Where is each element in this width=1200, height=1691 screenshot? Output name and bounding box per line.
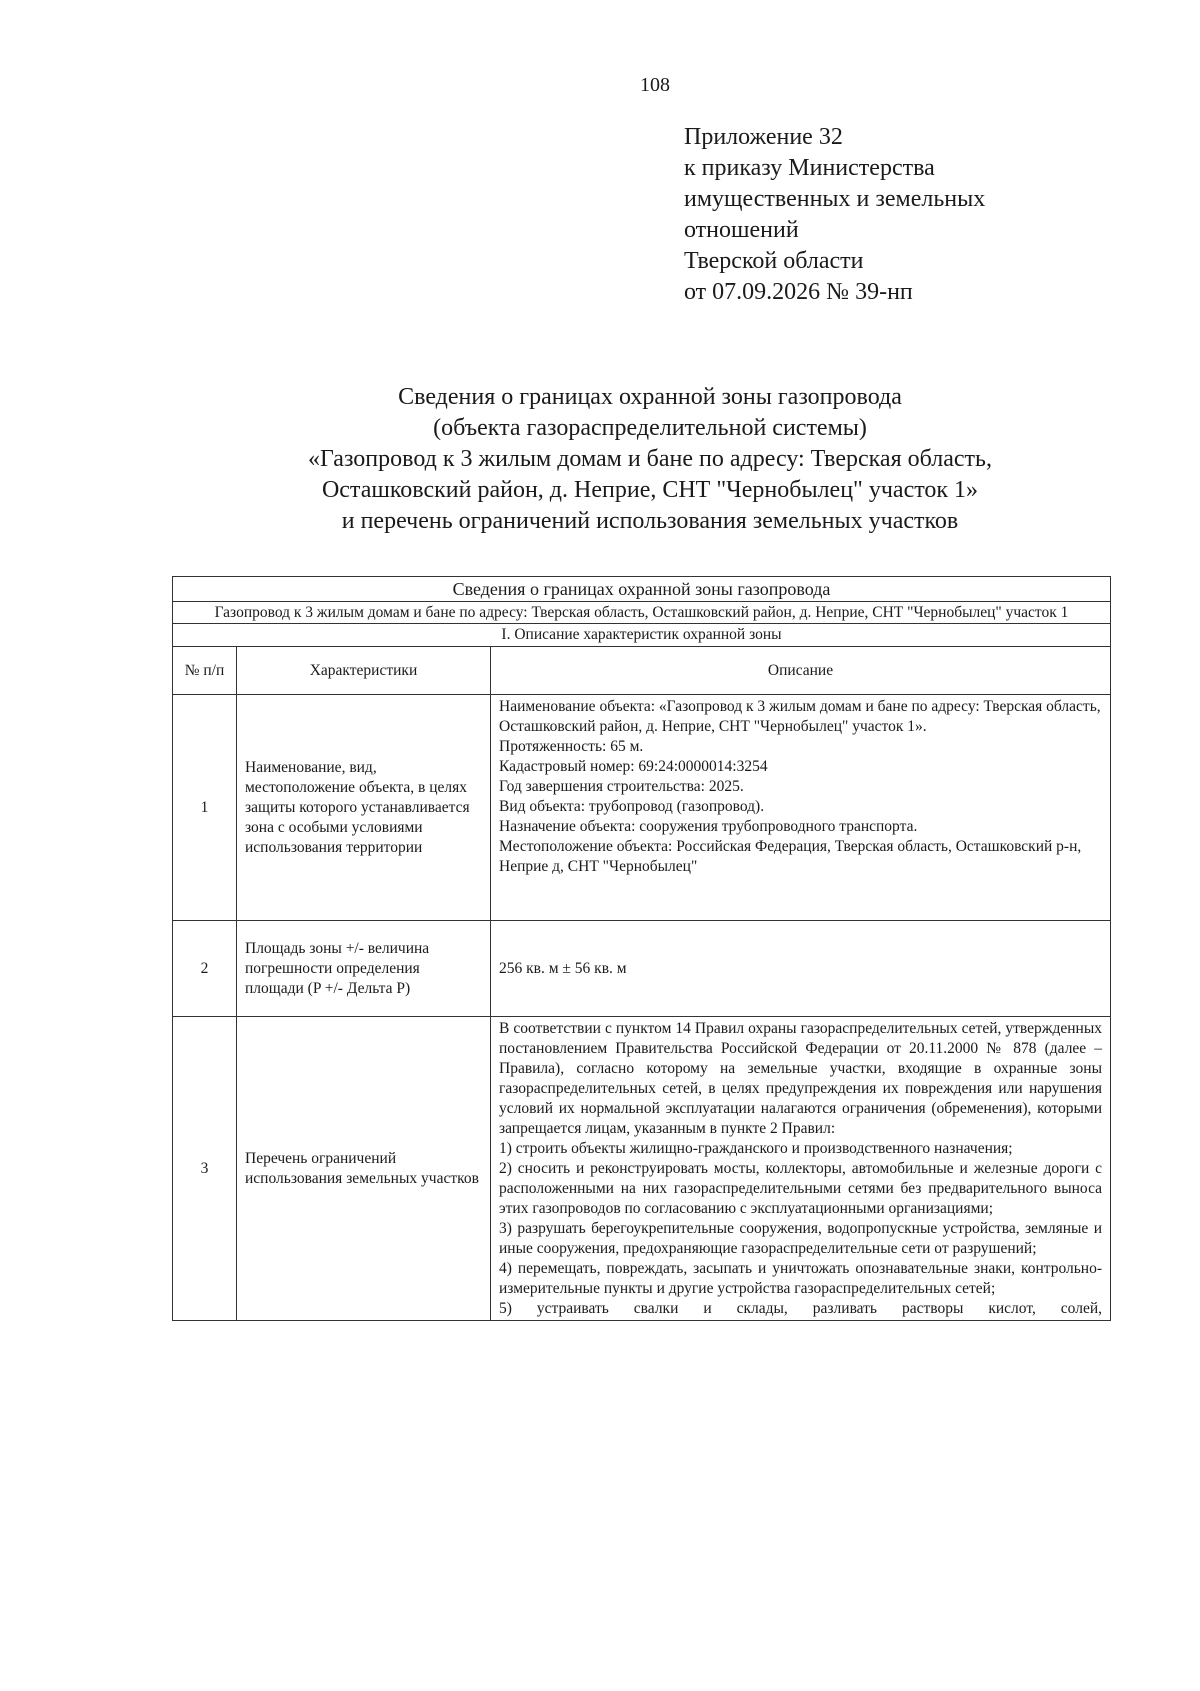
description-paragraph: 3) разрушать берегоукрепительные сооружения, водопропускные устройства, земляные и иные сооружения, предохраняющие газораспределительные сети от разрушений;	[499, 1220, 1103, 1257]
row-characteristic: Перечень ограничений использования земельных участков	[237, 1017, 491, 1321]
appendix-line: к приказу Министерства	[684, 155, 935, 181]
table-heading-row	[173, 577, 1111, 602]
row-description	[491, 695, 1111, 921]
row-number: 1	[173, 695, 237, 921]
description-line: Назначение объекта: сооружения трубопроводного транспорта.	[499, 818, 918, 835]
row-number: 2	[173, 921, 237, 1017]
document-title	[150, 382, 1150, 537]
table-section-row	[173, 624, 1111, 647]
description-paragraph: 2) сносить и реконструировать мосты, коллекторы, автомобильные и железные дороги с расположенными на них газораспределительными сетями без предварительного выноса этих газопроводов по согласованию с эксплуатационными организациями;	[499, 1160, 1103, 1217]
row-description	[491, 1017, 1111, 1321]
table-subheading-row	[173, 602, 1111, 624]
column-header-characteristics: Характеристики	[237, 647, 491, 695]
title-line: (объекта газораспределительной системы)	[433, 415, 867, 441]
description-line: Наименование объекта: «Газопровод к 3 жилым домам и бане по адресу: Тверская область, Осташковский район, д. Неприе, СНТ "Чернобылец" участок 1».	[499, 698, 1101, 735]
appendix-line: от 07.09.2026 № 39-нп	[684, 279, 913, 305]
appendix-line: отношений	[684, 217, 799, 243]
zone-info-table	[172, 576, 1111, 1321]
table-section-title: I. Описание характеристик охранной зоны	[173, 624, 1111, 647]
page-number: 108	[640, 74, 670, 96]
row-characteristic: Наименование, вид, местоположение объекта, в целях защиты которого устанавливается зона с особыми условиями использования территории	[237, 695, 491, 921]
column-header-num: № п/п	[173, 647, 237, 695]
table-row	[173, 1017, 1111, 1321]
description-paragraph: В соответствии с пунктом 14 Правил охраны газораспределительных сетей, утвержденных постановлением Правительства Российской Федерации от 20.11.2000 № 878 (далее – Правила), согласно которому на земельные участки, входящие в охранные зоны газораспределительных сетей, в целях предупреждения их повреждения или нарушения условий их нормальной эксплуатации налагаются ограничения (обременения), которыми запрещается лицам, указанным в пункте 2 Правил:	[499, 1020, 1103, 1137]
description-line: Год завершения строительства: 2025.	[499, 778, 744, 795]
title-line: Сведения о границах охранной зоны газопровода	[398, 384, 902, 410]
description-line: Вид объекта: трубопровод (газопровод).	[499, 798, 765, 815]
column-header-description: Описание	[491, 647, 1111, 695]
description-paragraph: 4) перемещать, повреждать, засыпать и уничтожать опознавательные знаки, контрольно-измерительные пункты и другие устройства газораспределительных сетей;	[499, 1260, 1103, 1297]
appendix-line: Приложение 32	[684, 124, 843, 150]
table-subheading: Газопровод к 3 жилым домам и бане по адресу: Тверская область, Осташковский район, д. Неприе, СНТ "Чернобылец" участок 1	[173, 602, 1111, 624]
description-paragraph: 5) устраивать свалки и склады, разливать растворы кислот, солей,	[499, 1300, 1103, 1317]
description-line: Местоположение объекта: Российская Федерация, Тверская область, Осташковский р-н, Неприе д, СНТ "Чернобылец"	[499, 838, 1082, 875]
description-line: Протяженность: 65 м.	[499, 738, 644, 755]
row-description: 256 кв. м ± 56 кв. м	[491, 921, 1111, 1017]
description-paragraph: 1) строить объекты жилищно-гражданского и производственного назначения;	[499, 1140, 1013, 1157]
title-line: «Газопровод к 3 жилым домам и бане по адресу: Тверская область,	[308, 446, 992, 472]
table-heading: Сведения о границах охранной зоны газопровода	[173, 577, 1111, 602]
appendix-line: имущественных и земельных	[684, 186, 986, 212]
table-header-row	[173, 647, 1111, 695]
title-line: Осташковский район, д. Неприе, СНТ "Чернобылец" участок 1»	[321, 477, 979, 503]
title-line: и перечень ограничений использования земельных участков	[341, 508, 959, 534]
table-row	[173, 695, 1111, 921]
appendix-line: Тверской области	[684, 248, 864, 274]
row-number: 3	[173, 1017, 237, 1321]
appendix-block	[684, 122, 985, 308]
description-line: Кадастровый номер: 69:24:0000014:3254	[499, 758, 768, 775]
table-row	[173, 921, 1111, 1017]
row-characteristic: Площадь зоны +/- величина погрешности определения площади (P +/- Дельта P)	[237, 921, 491, 1017]
